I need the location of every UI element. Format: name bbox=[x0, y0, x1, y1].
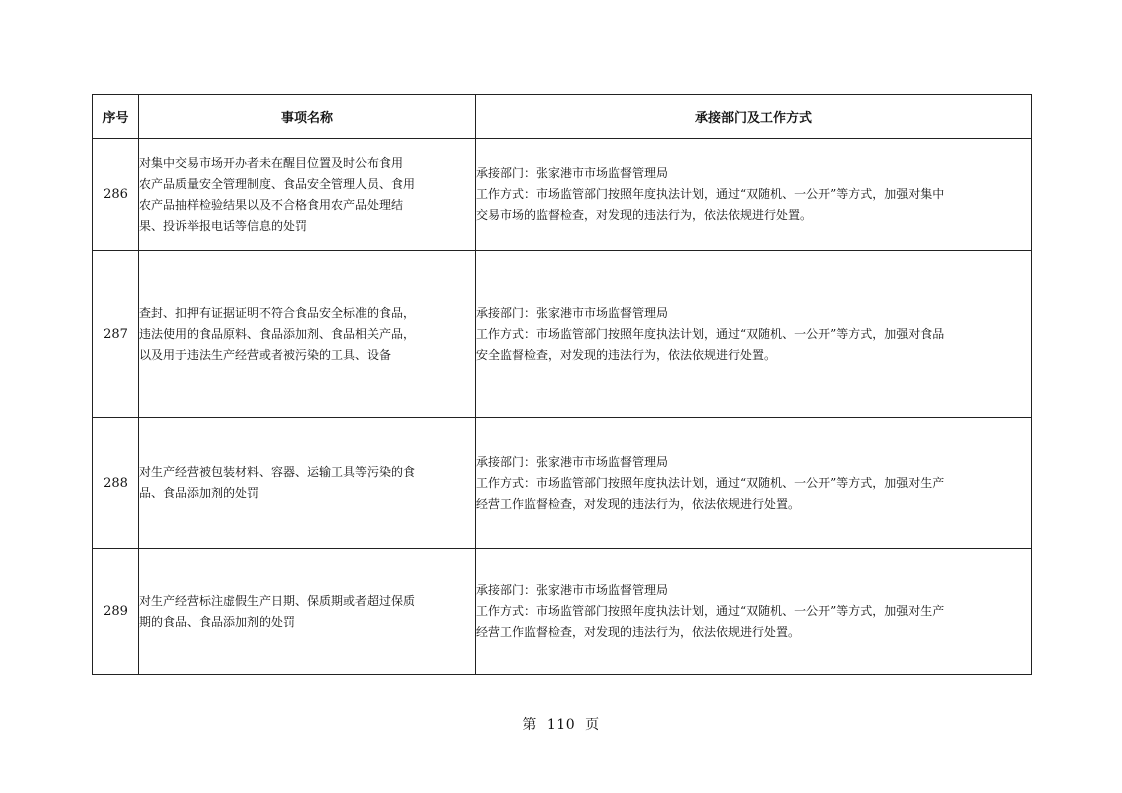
method-line: 经营工作监督检查，对发现的违法行为，依法依规进行处置。 bbox=[476, 496, 801, 511]
row-seq: 289 bbox=[93, 549, 139, 675]
name-line: 期的食品、食品添加剂的处罚 bbox=[139, 614, 296, 629]
dept-line: 承接部门：张家港市市场监督管理局 bbox=[476, 166, 669, 180]
table-row bbox=[93, 251, 1032, 418]
row-dept-method bbox=[476, 549, 1032, 675]
header-dept: 承接部门及工作方式 bbox=[476, 95, 1032, 139]
name-line: 品、食品添加剂的处罚 bbox=[139, 486, 260, 500]
row-seq: 288 bbox=[93, 418, 139, 549]
name-line: 农产品质量安全管理制度、食品安全管理人员、食用 bbox=[139, 176, 416, 191]
row-dept-method bbox=[476, 251, 1032, 418]
row-dept-method bbox=[476, 418, 1032, 549]
method-line: 工作方式：市场监管部门按照年度执法计划，通过“双随机、一公开”等方式，加强对集中 bbox=[476, 187, 945, 201]
method-line: 安全监督检查，对发现的违法行为，依法依规进行处置。 bbox=[476, 347, 777, 362]
page-footer bbox=[0, 714, 1122, 734]
method-line: 交易市场的监督检查，对发现的违法行为，依法依规进行处置。 bbox=[476, 208, 813, 222]
table-row bbox=[93, 418, 1032, 549]
table-row bbox=[93, 139, 1032, 251]
method-line: 工作方式：市场监管部门按照年度执法计划，通过“双随机、一公开”等方式，加强对生产 bbox=[476, 475, 945, 490]
method-line: 经营工作监督检查，对发现的违法行为，依法依规进行处置。 bbox=[476, 625, 801, 639]
name-line: 对集中交易市场开办者未在醒目位置及时公布食用 bbox=[139, 155, 404, 170]
header-name: 事项名称 bbox=[139, 95, 476, 139]
dept-line: 承接部门：张家港市市场监督管理局 bbox=[476, 583, 669, 597]
name-line: 农产品抽样检验结果以及不合格食用农产品处理结 bbox=[139, 197, 404, 212]
row-seq: 287 bbox=[93, 251, 139, 418]
row-matter-name bbox=[139, 251, 476, 418]
row-seq: 286 bbox=[93, 139, 139, 251]
page-prefix: 第 bbox=[522, 717, 537, 733]
header-seq: 序号 bbox=[93, 95, 139, 139]
name-line: 查封、扣押有证据证明不符合食品安全标准的食品， bbox=[139, 305, 416, 320]
name-line: 对生产经营标注虚假生产日期、保质期或者超过保质 bbox=[139, 593, 416, 608]
dept-line: 承接部门：张家港市市场监督管理局 bbox=[476, 305, 669, 320]
name-line: 果、投诉举报电话等信息的处罚 bbox=[139, 218, 308, 233]
method-line: 工作方式：市场监管部门按照年度执法计划，通过“双随机、一公开”等方式，加强对食品 bbox=[476, 326, 945, 341]
table-row bbox=[93, 549, 1032, 675]
page-suffix: 页 bbox=[585, 717, 600, 733]
table-header-row bbox=[93, 95, 1032, 139]
matters-table bbox=[92, 94, 1032, 675]
method-line: 工作方式：市场监管部门按照年度执法计划，通过“双随机、一公开”等方式，加强对生产 bbox=[476, 604, 945, 618]
row-matter-name bbox=[139, 418, 476, 549]
page-number: 110 bbox=[546, 717, 576, 733]
name-line: 违法使用的食品原料、食品添加剂、食品相关产品， bbox=[139, 326, 416, 341]
name-line: 以及用于违法生产经营或者被污染的工具、设备 bbox=[139, 347, 392, 362]
name-line: 对生产经营被包装材料、容器、运输工具等污染的食 bbox=[139, 465, 416, 479]
row-matter-name bbox=[139, 139, 476, 251]
row-matter-name bbox=[139, 549, 476, 675]
dept-line: 承接部门：张家港市市场监督管理局 bbox=[476, 454, 669, 469]
row-dept-method bbox=[476, 139, 1032, 251]
